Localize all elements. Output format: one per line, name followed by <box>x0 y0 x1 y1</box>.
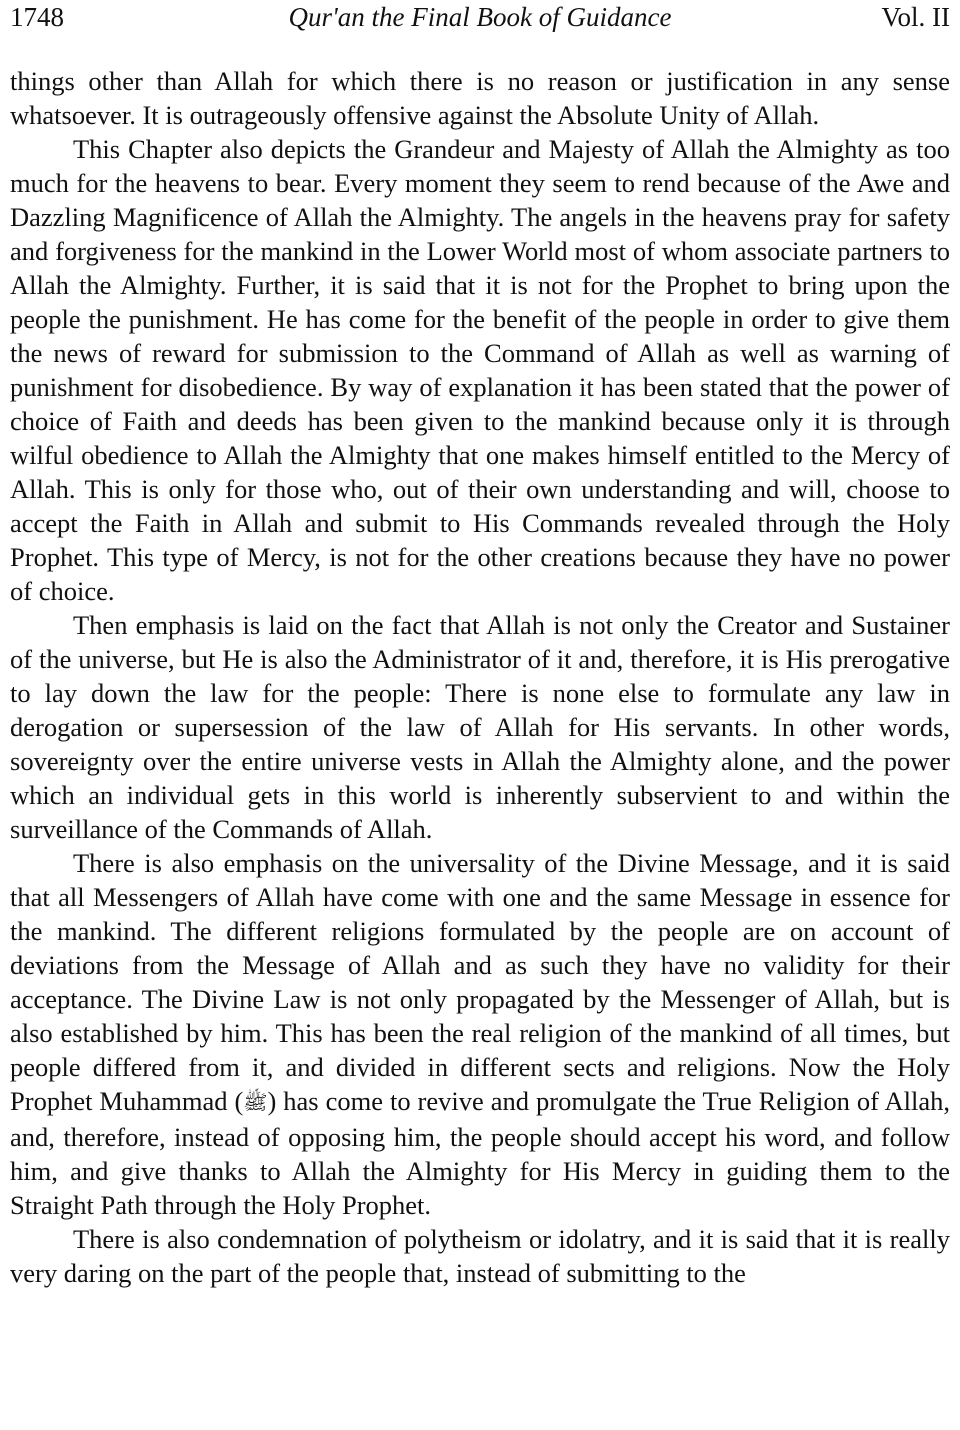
paragraph-text: There is also emphasis on the universality of the Divine Message, and it is said that all Messengers of Allah have come with one and the same Message in essence for the mankind. The different religions formulated by the people are on account of deviations from the Message of Allah and as such they have no validity for their acceptance. The Divine Law is not only propagated by the Messenger of Allah, but is also established by him. This has been the real religion of the mankind of all times, but people differed from it, and divided in different sects and religions. Now the Holy Prophet Muhammad ( <box>10 848 950 1116</box>
paragraph: Then emphasis is laid on the fact that Allah is not only the Creator and Sustainer of the universe, but He is also the Administrator of it and, therefore, it is His prerogative to lay down the law for the people: There is none else to formulate any law in derogation or supersession of the law of Allah for His servants. In other words, sovereignty over the entire universe vests in Allah the Almighty alone, and the power which an individual gets in this world is inherently subservient to and within the surveillance of the Commands of Allah. <box>10 610 950 844</box>
paragraph <box>10 846 950 1222</box>
honorific-symbol: ﷺ <box>243 1092 268 1114</box>
page-number: 1748 <box>10 2 64 32</box>
running-header <box>10 0 950 38</box>
paragraph: There is also condemnation of polytheism or idolatry, and it is said that it is really very daring on the part of the people that, instead of submitting to the <box>10 1224 950 1288</box>
volume-label: Vol. II <box>881 2 950 32</box>
paragraph-text: ) has come to revive and promulgate the True Religion of Allah, and, therefore, instead of opposing him, the people should accept his word, and follow him, and give thanks to Allah the Almighty for His Mercy in guiding them to the Straight Path through the Holy Prophet. <box>10 1086 950 1220</box>
paragraph: This Chapter also depicts the Grandeur and Majesty of Allah the Almighty as too much for the heavens to bear. Every moment they seem to rend because of the Awe and Dazzling Magnificence of Allah the Almighty. The angels in the heavens pray for safety and forgiveness for the mankind in the Lower World most of whom associate partners to Allah the Almighty. Further, it is said that it is not for the Prophet to bring upon the people the punishment. He has come for the benefit of the people in order to give them the news of reward for submission to the Command of Allah as well as warning of punishment for disobedience. By way of explanation it has been stated that the power of choice of Faith and deeds has been given to the mankind because only it is through wilful obedience to Allah the Almighty that one makes himself entitled to the Mercy of Allah. This is only for those who, out of their own understanding and will, choose to accept the Faith in Allah and submit to His Commands revealed through the Holy Prophet. This type of Mercy, is not for the other creations because they have no power of choice. <box>10 134 950 606</box>
book-title: Qur'an the Final Book of Guidance <box>288 2 672 32</box>
paragraph-continued: things other than Allah for which there is no reason or justification in any sense whatsoever. It is outrageously offensive against the Absolute Unity of Allah. <box>10 66 950 130</box>
body-text <box>10 64 950 1290</box>
